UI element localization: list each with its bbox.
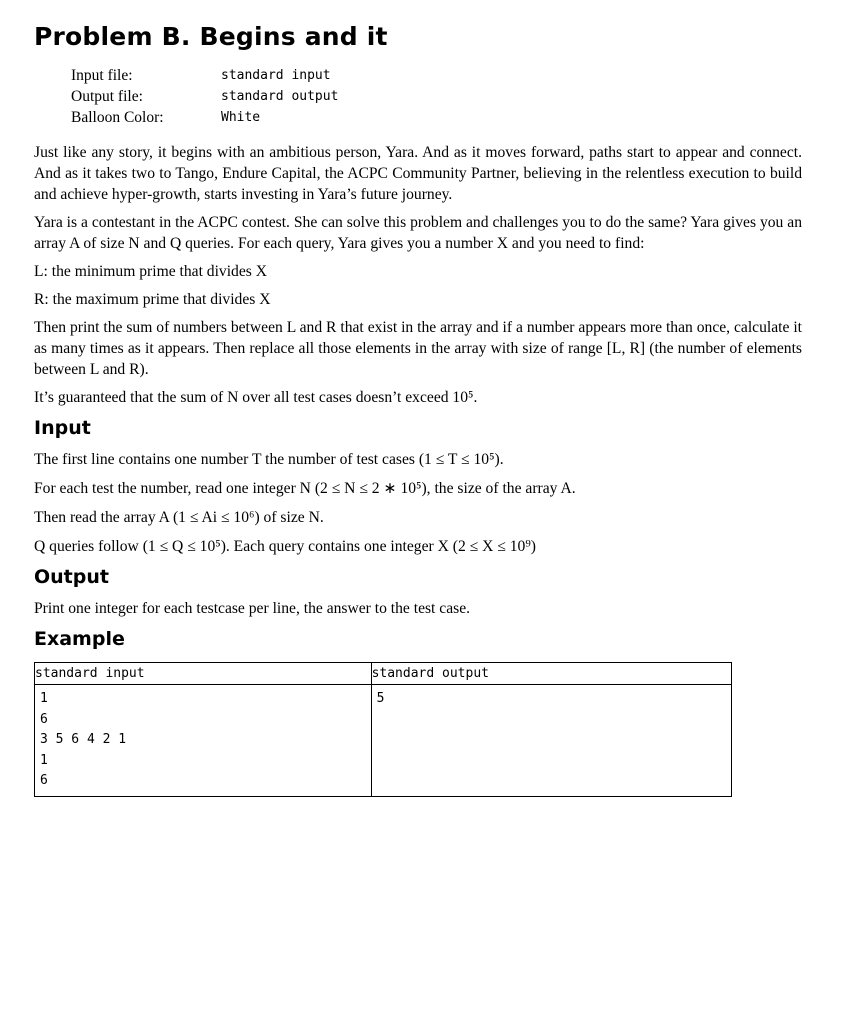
statement-paragraph: Then print the sum of numbers between L and R that exist in the array and if a number appears more than once, calculate it as many times as it appears. Then replace all those elements in the array with size of range [L, R] (the number of elements between L and R). (34, 319, 802, 378)
problem-meta (71, 65, 338, 128)
example-output-line: 5 (376, 691, 385, 706)
statement-paragraph: R: the maximum prime that divides X (34, 291, 271, 308)
example-table (34, 662, 732, 797)
meta-output-file (71, 86, 338, 107)
meta-label: Input file: (71, 66, 133, 84)
example-heading: Example (34, 628, 125, 650)
example-input-line: 1 (40, 752, 48, 768)
example-input-line: 6 (40, 773, 48, 788)
example-input-cell (35, 685, 372, 797)
input-line: For each test the number, read one integer N (2 ≤ N ≤ 2 ∗ 10⁵), the size of the array A. (34, 480, 576, 497)
input-line: Then read the array A (1 ≤ Ai ≤ 10⁶) of size N. (34, 509, 324, 526)
statement-paragraph: It’s guaranteed that the sum of N over all test cases doesn’t exceed 10⁵. (34, 389, 478, 406)
meta-balloon-color (71, 107, 338, 128)
problem-body (34, 142, 802, 797)
meta-value: standard output (221, 89, 339, 104)
input-line: Q queries follow (1 ≤ Q ≤ 10⁵). Each query contains one integer X (2 ≤ X ≤ 10⁹) (34, 538, 536, 555)
statement-paragraph: L: the minimum prime that divides X (34, 263, 268, 280)
meta-value: White (221, 110, 261, 125)
output-text: Print one integer for each testcase per line, the answer to the test case. (34, 600, 471, 617)
example-output-cell (371, 685, 731, 797)
meta-label: Output file: (71, 87, 143, 105)
example-input-line: 1 (40, 691, 48, 706)
meta-label: Balloon Color: (71, 108, 164, 126)
example-input-line: 3 5 6 4 2 1 (40, 732, 127, 747)
statement-paragraph: Just like any story, it begins with an ambitious person, Yara. And as it moves forward, paths start to appear and connect. And as it takes two to Tango, Endure Capital, the ACPC Community Partner, believing in the relentless execution to build and achieve hyper-growth, starts investing in Yara’s future journey. (34, 144, 802, 203)
input-line: The first line contains one number T the number of test cases (1 ≤ T ≤ 10⁵). (34, 451, 504, 468)
example-input-header: standard input (35, 663, 372, 685)
example-input-line: 6 (40, 711, 48, 727)
statement-paragraph: Yara is a contestant in the ACPC contest. She can solve this problem and challenges you to do the same? Yara gives you an array A of size N and Q queries. For each query, Yara gives you a number X and you need to find: (34, 214, 802, 252)
meta-value: standard input (221, 68, 331, 83)
meta-input-file (71, 65, 338, 86)
problem-title: Problem B. Begins and it (34, 22, 388, 51)
input-heading: Input (34, 417, 91, 439)
output-heading: Output (34, 566, 109, 588)
example-output-header: standard output (371, 663, 731, 685)
